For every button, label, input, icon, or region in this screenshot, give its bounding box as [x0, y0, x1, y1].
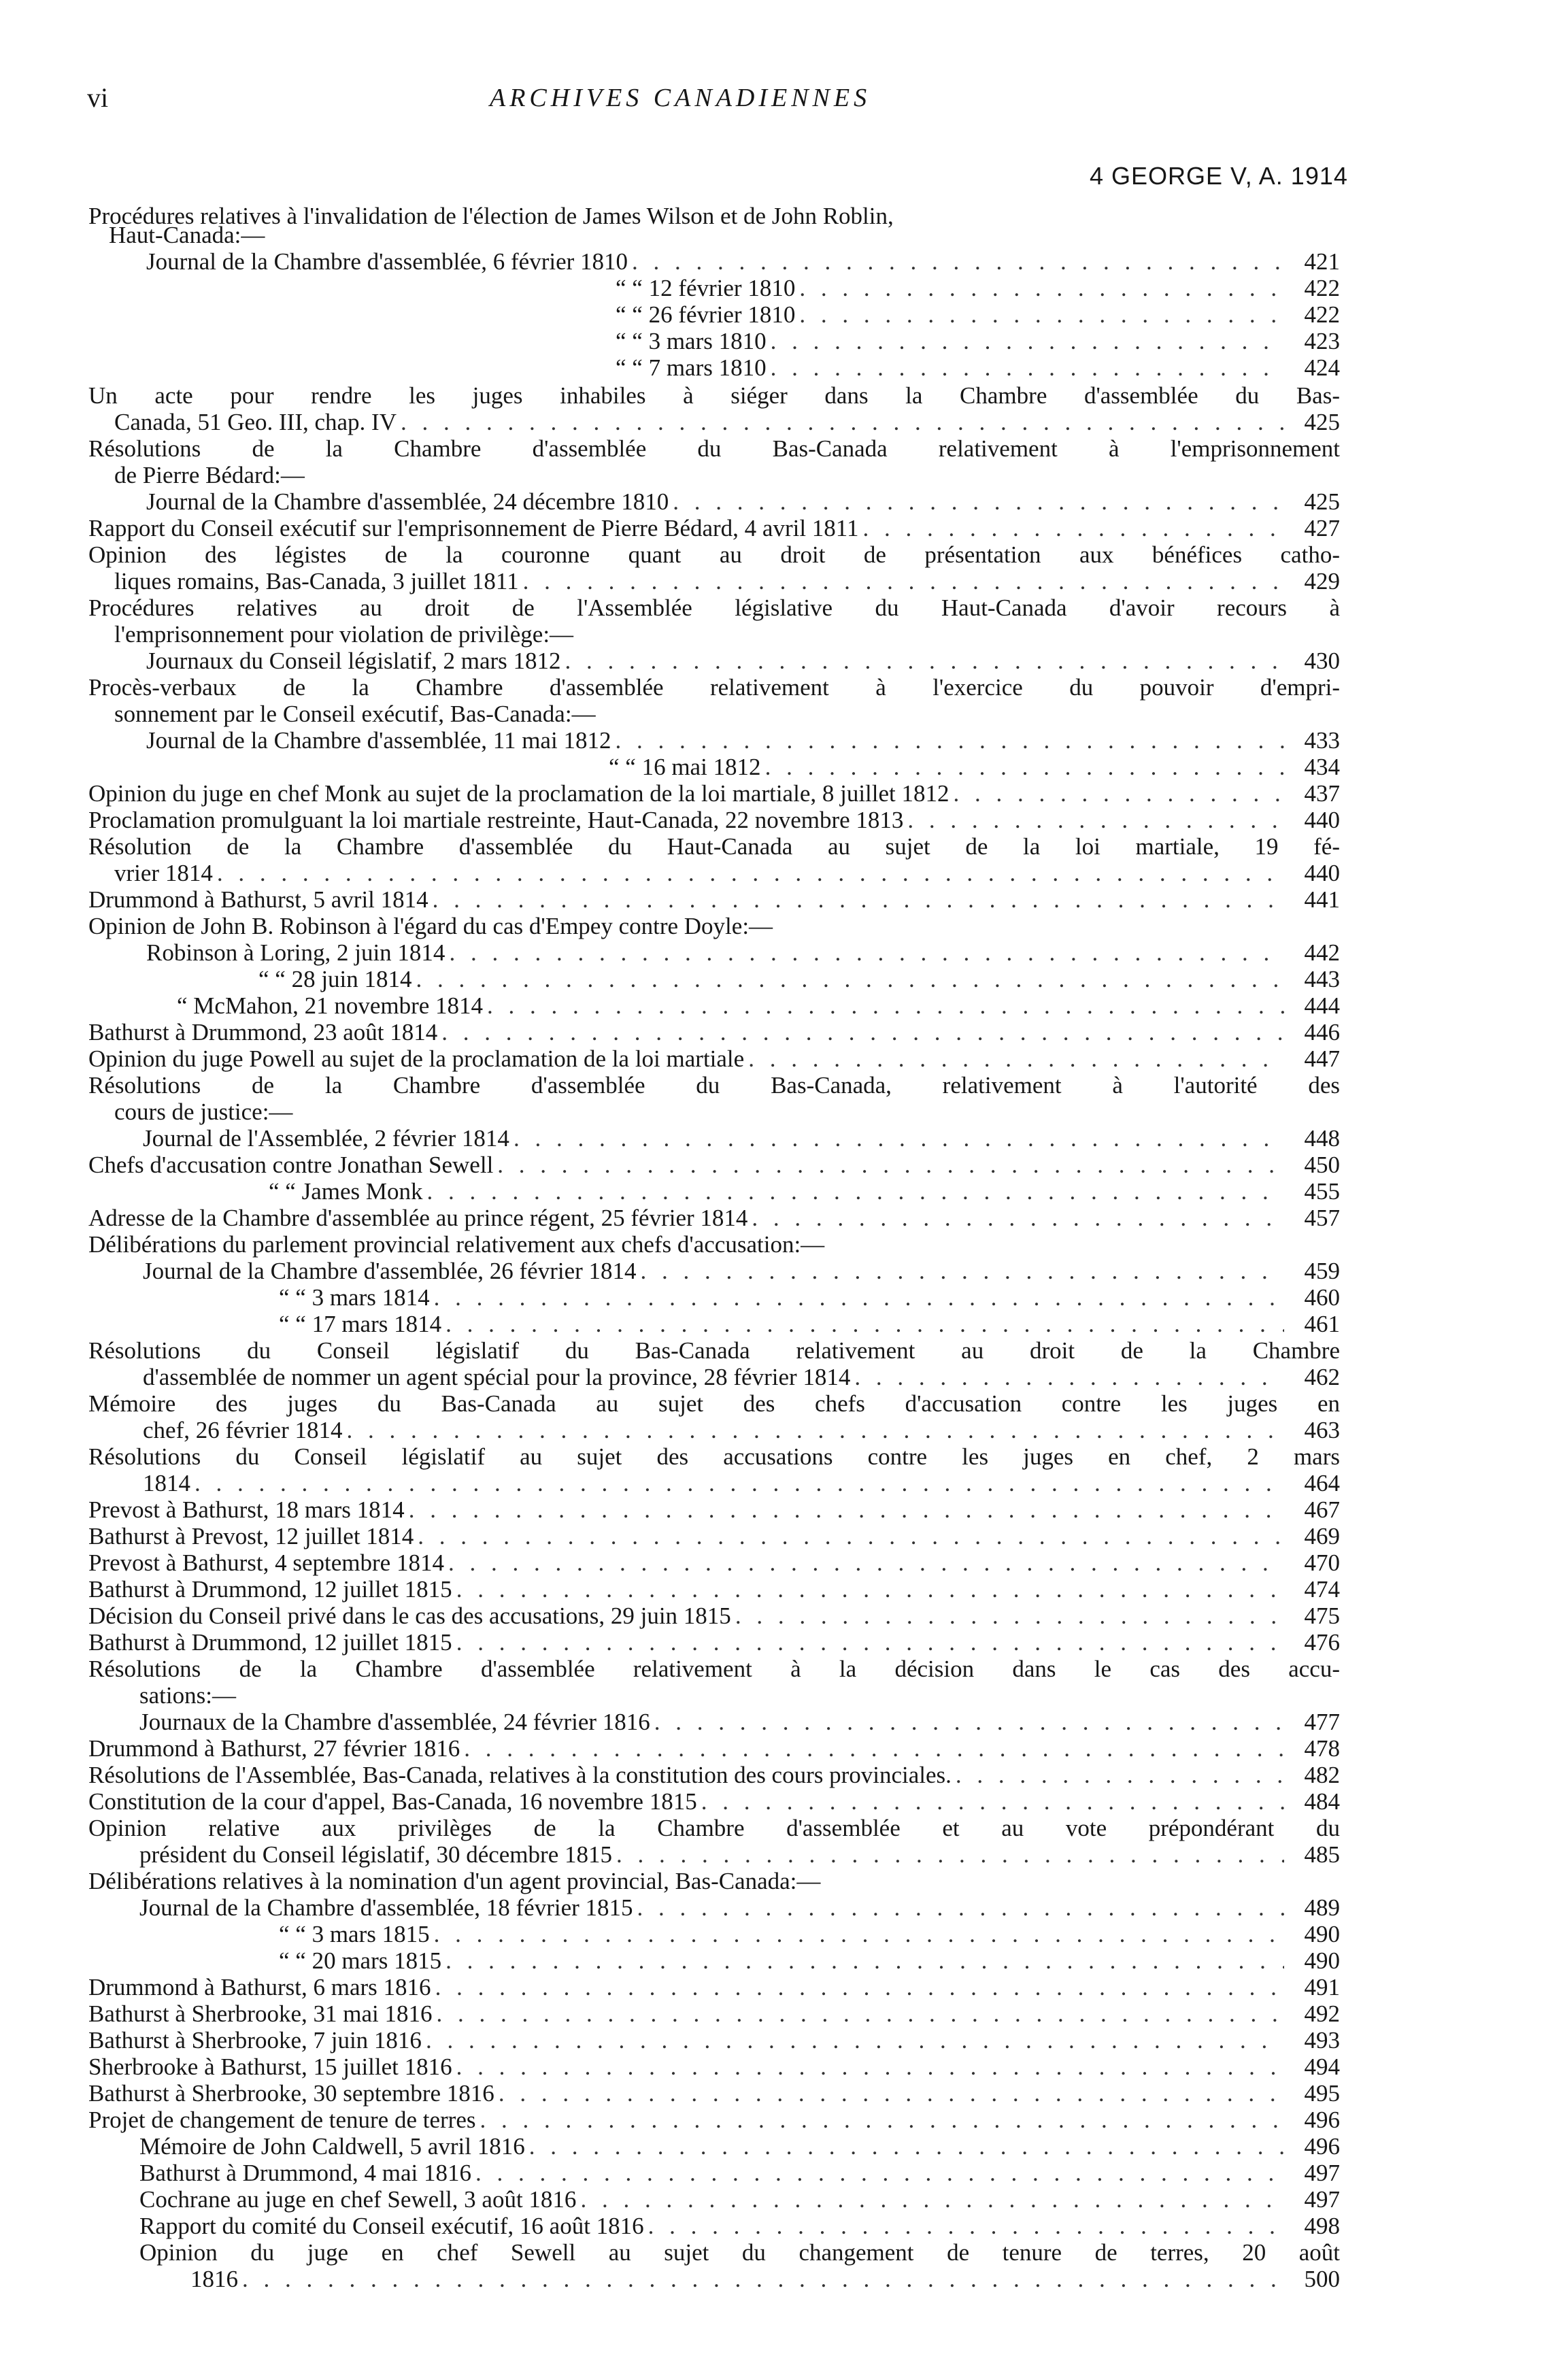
- toc-entry: [279, 1311, 1340, 1338]
- entry-title: Opinion des légistes de la couronne quant au droit de présentation aux bénéfices catho-: [88, 541, 1340, 568]
- entry-page-number: 482: [1304, 1762, 1340, 1788]
- entry-title: Résolutions du Conseil législatif du Bas-Canada relativement au droit de la Chambre: [88, 1337, 1340, 1364]
- toc-entry: [139, 2186, 1340, 2213]
- entry-page-number: 437: [1304, 780, 1340, 807]
- entry-title: Résolutions de la Chambre d'assemblée du Bas-Canada, relativement à l'autorité des: [88, 1072, 1340, 1099]
- entry-title: Drummond à Bathurst, 6 mars 1816: [88, 1974, 431, 2000]
- dot-leader: [954, 780, 1284, 807]
- toc-entry: [177, 992, 1340, 1020]
- toc-entry: [88, 1019, 1340, 1046]
- toc-entry: [146, 648, 1340, 675]
- entry-title: Bathurst à Drummond, 12 juillet 1815: [88, 1576, 452, 1603]
- dot-leader: [799, 275, 1284, 302]
- dot-leader: [701, 1788, 1284, 1815]
- entry-title: Un acte pour rendre les juges inhabiles à siéger dans la Chambre d'assemblée du Bas-: [88, 382, 1340, 409]
- entry-title: Journal de la Chambre d'assemblée, 6 février 1810: [146, 248, 628, 275]
- dot-leader: [418, 1523, 1284, 1550]
- entry-page-number: 422: [1304, 301, 1340, 328]
- toc-entry: [88, 886, 1340, 914]
- dot-leader: [416, 966, 1284, 993]
- entry-title: Résolutions du Conseil législatif au sujet des accusations contre les juges en chef, 2 mars: [88, 1443, 1340, 1470]
- dot-leader: [480, 2107, 1284, 2134]
- entry-page-number: 464: [1304, 1470, 1340, 1496]
- entry-title: l'emprisonnement pour violation de privilège:—: [114, 621, 574, 648]
- toc-entry: [88, 1205, 1340, 1232]
- entry-page-number: 462: [1304, 1364, 1340, 1390]
- toc-entry: [146, 939, 1340, 967]
- dot-leader: [475, 2160, 1284, 2187]
- entry-title: sonnement par le Conseil exécutif, Bas-Canada:—: [114, 701, 596, 727]
- entry-page-number: 494: [1304, 2054, 1340, 2080]
- dot-leader: [523, 568, 1284, 595]
- toc-entry: [88, 1629, 1340, 1656]
- entry-page-number: 467: [1304, 1496, 1340, 1523]
- entry-title: Drummond à Bathurst, 5 avril 1814: [88, 886, 428, 913]
- entry-title: “ “ 7 mars 1810: [616, 354, 767, 381]
- entry-title: Opinion du juge en chef Monk au sujet de la proclamation de la loi martiale, 8 juillet 1812: [88, 780, 949, 807]
- dot-leader: [434, 1921, 1284, 1948]
- toc-entry: [88, 1337, 1340, 1364]
- entry-title: “ “ 3 mars 1815: [279, 1921, 430, 1947]
- entry-page-number: 440: [1304, 860, 1340, 886]
- dot-leader: [771, 328, 1284, 355]
- entry-page-number: 421: [1304, 248, 1340, 275]
- entry-title: Journal de la Chambre d'assemblée, 11 mai 1812: [146, 727, 611, 754]
- toc-entry: [616, 354, 1340, 382]
- toc-entry: [88, 1603, 1340, 1630]
- toc-entry: [88, 2027, 1340, 2054]
- toc-entry: [88, 1523, 1340, 1550]
- toc-entry: [279, 1921, 1340, 1948]
- entry-title: “ “ 20 mars 1815: [279, 1947, 442, 1974]
- dot-leader: [616, 1841, 1284, 1868]
- entry-page-number: 433: [1304, 727, 1340, 754]
- entry-title: Proclamation promulguant la loi martiale restreinte, Haut-Canada, 22 novembre 1813: [88, 807, 904, 833]
- dot-leader: [615, 727, 1284, 754]
- entry-title: Journal de la Chambre d'assemblée, 18 février 1815: [139, 1894, 633, 1921]
- entry-title: Sherbrooke à Bathurst, 15 juillet 1816: [88, 2054, 452, 2080]
- toc-entry: [88, 541, 1340, 569]
- toc-entry: [114, 701, 1020, 728]
- entry-title: Journaux de la Chambre d'assemblée, 24 février 1816: [139, 1709, 650, 1735]
- toc-entry: [88, 833, 1340, 860]
- entry-title: Drummond à Bathurst, 27 février 1816: [88, 1735, 460, 1762]
- entry-title: Mémoire des juges du Bas-Canada au sujet des chefs d'accusation contre les juges en: [88, 1390, 1340, 1417]
- toc-entry: [88, 1045, 1340, 1073]
- dot-leader: [632, 248, 1284, 275]
- toc-entry: [616, 275, 1340, 302]
- toc-entry: [114, 1099, 680, 1126]
- toc-entry: [88, 594, 1340, 622]
- entry-page-number: 446: [1304, 1019, 1340, 1045]
- entry-title: “ “ 17 mars 1814: [279, 1311, 442, 1337]
- entry-page-number: 497: [1304, 2160, 1340, 2186]
- entry-title: Procédures relatives au droit de l'Assemblée législative du Haut-Canada d'avoir recours à: [88, 594, 1340, 621]
- entry-title: vrier 1814: [114, 860, 213, 886]
- entry-title: “ “ 12 février 1810: [616, 275, 796, 301]
- entry-title: Journal de la Chambre d'assemblée, 26 février 1814: [143, 1258, 637, 1284]
- toc-entry: [139, 1709, 1340, 1736]
- entry-page-number: 425: [1304, 409, 1340, 435]
- entry-page-number: 450: [1304, 1152, 1340, 1178]
- entry-title: Bathurst à Drummond, 4 mai 1816: [139, 2160, 472, 2186]
- entry-page-number: 459: [1304, 1258, 1340, 1284]
- toc-entry: [88, 1762, 1340, 1789]
- entry-page-number: 444: [1304, 992, 1340, 1019]
- entry-page-number: 474: [1304, 1576, 1340, 1603]
- entry-title: de Pierre Bédard:—: [114, 462, 305, 488]
- entry-page-number: 423: [1304, 328, 1340, 354]
- dot-leader: [514, 1125, 1284, 1152]
- entry-page-number: 440: [1304, 807, 1340, 833]
- toc-entry: [616, 328, 1340, 355]
- toc-entry: [279, 1284, 1340, 1311]
- toc-entry: [88, 2107, 1340, 2134]
- toc-entry: [88, 780, 1340, 807]
- running-title: ARCHIVES CANADIENNES: [490, 84, 871, 112]
- entry-page-number: 422: [1304, 275, 1340, 301]
- entry-title: chef, 26 février 1814: [143, 1417, 343, 1443]
- toc-entry: [616, 301, 1340, 329]
- dot-leader: [401, 409, 1284, 436]
- toc-entry: [279, 1947, 1340, 1975]
- entry-title: Journaux du Conseil législatif, 2 mars 1812: [146, 648, 561, 674]
- entry-page-number: 447: [1304, 1045, 1340, 1072]
- entry-title: Projet de changement de tenure de terres: [88, 2107, 476, 2133]
- toc-entry: [88, 1974, 1340, 2001]
- entry-title: Rapport du Conseil exécutif sur l'emprisonnement de Pierre Bédard, 4 avril 1811: [88, 515, 859, 541]
- dot-leader: [434, 1284, 1284, 1311]
- entry-title: Canada, 51 Geo. III, chap. IV: [114, 409, 397, 435]
- dot-leader: [956, 1762, 1284, 1789]
- dot-leader: [195, 1470, 1284, 1497]
- toc-entry: [88, 1815, 1340, 1842]
- toc-entry: [114, 621, 1020, 648]
- entry-title: Prevost à Bathurst, 18 mars 1814: [88, 1496, 405, 1523]
- dot-leader: [409, 1496, 1284, 1524]
- entry-page-number: 484: [1304, 1788, 1340, 1815]
- dot-leader: [654, 1709, 1284, 1736]
- toc-entry: [88, 1868, 1224, 1895]
- entry-page-number: 469: [1304, 1523, 1340, 1549]
- entry-page-number: 493: [1304, 2027, 1340, 2054]
- dot-leader: [771, 354, 1284, 382]
- toc-entry: [143, 1470, 1340, 1497]
- dot-leader: [456, 1629, 1284, 1656]
- entry-page-number: 478: [1304, 1735, 1340, 1762]
- entry-page-number: 427: [1304, 515, 1340, 541]
- entry-title: président du Conseil législatif, 30 décembre 1815: [139, 1841, 612, 1868]
- dot-leader: [456, 2054, 1284, 2081]
- entry-title: Rapport du comité du Conseil exécutif, 16 août 1816: [139, 2213, 644, 2239]
- entry-title: Robinson à Loring, 2 juin 1814: [146, 939, 446, 966]
- entry-title: Délibérations relatives à la nomination d'un agent provincial, Bas-Canada:—: [88, 1868, 821, 1894]
- toc-entry: [114, 568, 1340, 595]
- dot-leader: [854, 1364, 1284, 1391]
- entry-page-number: 475: [1304, 1603, 1340, 1629]
- entry-title: 1814: [143, 1470, 190, 1496]
- dot-leader: [487, 992, 1284, 1020]
- entry-page-number: 500: [1304, 2266, 1340, 2292]
- dot-leader: [448, 1549, 1284, 1577]
- toc-entry: [88, 2080, 1340, 2107]
- dot-leader: [436, 2000, 1284, 2028]
- entry-page-number: 424: [1304, 354, 1340, 381]
- toc-entry: [88, 1496, 1340, 1524]
- entry-title: Journal de l'Assemblée, 2 février 1814: [143, 1125, 509, 1152]
- dot-leader: [765, 754, 1284, 781]
- entry-page-number: 476: [1304, 1629, 1340, 1656]
- toc-entry: [114, 462, 680, 489]
- toc-entry: [88, 1443, 1340, 1471]
- dot-leader: [346, 1417, 1284, 1444]
- toc-entry: [88, 1152, 1340, 1179]
- page-number: vi: [87, 82, 109, 113]
- toc-entry: [114, 860, 1340, 887]
- toc-entry: [88, 435, 1340, 463]
- entry-title: Résolution de la Chambre d'assemblée du Haut-Canada au sujet de la loi martiale, 19 fé-: [88, 833, 1340, 860]
- toc-entry: [139, 2160, 1340, 2187]
- entry-title: Résolutions de la Chambre d'assemblée du Bas-Canada relativement à l'emprisonnement: [88, 435, 1340, 462]
- dot-leader: [433, 886, 1284, 914]
- toc-entry: [143, 1258, 1340, 1285]
- toc-entry: [146, 248, 1340, 275]
- entry-page-number: 496: [1304, 2133, 1340, 2160]
- toc-entry: [143, 1417, 1340, 1444]
- dot-leader: [565, 648, 1284, 675]
- toc-entry: [88, 807, 1340, 834]
- toc-entry: [88, 1735, 1340, 1762]
- dot-leader: [499, 2080, 1284, 2107]
- dot-leader: [446, 1947, 1284, 1975]
- entry-page-number: 425: [1304, 488, 1340, 515]
- dot-leader: [529, 2133, 1284, 2160]
- entry-title: “ McMahon, 21 novembre 1814: [177, 992, 484, 1019]
- toc-entry: [88, 382, 1340, 409]
- toc-entry: [88, 1549, 1340, 1577]
- entry-title: Résolutions de la Chambre d'assemblée relativement à la décision dans le cas des accu-: [88, 1656, 1340, 1682]
- toc-entry: [190, 2266, 1340, 2293]
- dot-leader: [497, 1152, 1284, 1179]
- entry-page-number: 461: [1304, 1311, 1340, 1337]
- dot-leader: [217, 860, 1284, 887]
- entry-title: Décision du Conseil privé dans le cas des accusations, 29 juin 1815: [88, 1603, 731, 1629]
- dot-leader: [641, 1258, 1284, 1285]
- toc-entry: [139, 2239, 1340, 2266]
- entry-page-number: 498: [1304, 2213, 1340, 2239]
- entry-title: “ “ 28 juin 1814: [258, 966, 412, 992]
- dot-leader: [446, 1311, 1284, 1338]
- toc-entry: [139, 2133, 1340, 2160]
- entry-page-number: 442: [1304, 939, 1340, 966]
- entry-title: Bathurst à Drummond, 12 juillet 1815: [88, 1629, 452, 1656]
- toc-entry: [258, 966, 1340, 993]
- entry-page-number: 441: [1304, 886, 1340, 913]
- entry-page-number: 448: [1304, 1125, 1340, 1152]
- entry-page-number: 485: [1304, 1841, 1340, 1868]
- dot-leader: [464, 1735, 1284, 1762]
- dot-leader: [752, 1205, 1284, 1232]
- entry-title: Bathurst à Drummond, 23 août 1814: [88, 1019, 438, 1045]
- toc-entry: [139, 1682, 816, 1709]
- toc-entry: [88, 1656, 1340, 1683]
- dot-leader: [735, 1603, 1284, 1630]
- toc-entry: [88, 1072, 1340, 1099]
- entry-page-number: 470: [1304, 1549, 1340, 1576]
- toc-entry: [146, 727, 1340, 754]
- entry-title: sations:—: [139, 1682, 236, 1709]
- dot-leader: [426, 2027, 1284, 2054]
- entry-title: Adresse de la Chambre d'assemblée au prince régent, 25 février 1814: [88, 1205, 748, 1231]
- entry-title: Mémoire de John Caldwell, 5 avril 1816: [139, 2133, 525, 2160]
- entry-page-number: 491: [1304, 1974, 1340, 2000]
- entry-page-number: 429: [1304, 568, 1340, 594]
- dot-leader: [799, 301, 1284, 329]
- dot-leader: [441, 1019, 1284, 1046]
- entry-title: Opinion relative aux privilèges de la Chambre d'assemblée et au vote prépondérant du: [88, 1815, 1340, 1841]
- toc-entry: [88, 1390, 1340, 1418]
- dot-leader: [673, 488, 1284, 516]
- entry-title: “ “ 26 février 1810: [616, 301, 796, 328]
- entry-page-number: 457: [1304, 1205, 1340, 1231]
- entry-page-number: 477: [1304, 1709, 1340, 1735]
- entry-title: Opinion de John B. Robinson à l'égard du cas d'Empey contre Doyle:—: [88, 913, 773, 939]
- entry-page-number: 443: [1304, 966, 1340, 992]
- entry-page-number: 495: [1304, 2080, 1340, 2107]
- toc-entry: [146, 488, 1340, 516]
- entry-title: “ “ 3 mars 1814: [279, 1284, 430, 1311]
- entry-title: Chefs d'accusation contre Jonathan Sewell: [88, 1152, 494, 1178]
- entry-page-number: 497: [1304, 2186, 1340, 2213]
- entry-page-number: 490: [1304, 1947, 1340, 1974]
- entry-title: Bathurst à Sherbrooke, 30 septembre 1816: [88, 2080, 494, 2107]
- entry-title: cours de justice:—: [114, 1099, 293, 1125]
- toc-entry: [139, 1841, 1340, 1868]
- dot-leader: [580, 2186, 1284, 2213]
- dot-leader: [863, 515, 1284, 542]
- toc-entry: [609, 754, 1340, 781]
- entry-page-number: 455: [1304, 1178, 1340, 1205]
- entry-title: Prevost à Bathurst, 4 septembre 1814: [88, 1549, 444, 1576]
- entry-title: Bathurst à Sherbrooke, 7 juin 1816: [88, 2027, 422, 2054]
- toc-entry: [143, 1125, 1340, 1152]
- entry-page-number: 492: [1304, 2000, 1340, 2027]
- toc-entry: [88, 2054, 1340, 2081]
- entry-title: Délibérations du parlement provincial relativement aux chefs d'accusation:—: [88, 1231, 825, 1258]
- entry-title: Opinion du juge Powell au sujet de la proclamation de la loi martiale: [88, 1045, 745, 1072]
- toc-entry: [88, 1576, 1340, 1603]
- toc-entry: [88, 515, 1340, 542]
- entry-title: “ “ James Monk: [269, 1178, 423, 1205]
- entry-title: Cochrane au juge en chef Sewell, 3 août 1816: [139, 2186, 577, 2213]
- entry-page-number: 434: [1304, 754, 1340, 780]
- entry-page-number: 489: [1304, 1894, 1340, 1921]
- entry-page-number: 460: [1304, 1284, 1340, 1311]
- toc-entry: [88, 674, 1340, 701]
- entry-title: “ “ 3 mars 1810: [616, 328, 767, 354]
- toc-entry: [88, 913, 1156, 940]
- toc-entry: [88, 1231, 1224, 1258]
- entry-title: Haut-Canada:—: [109, 222, 265, 248]
- toc-entry: [139, 1894, 1340, 1922]
- dot-leader: [426, 1178, 1284, 1205]
- entry-page-number: 430: [1304, 648, 1340, 674]
- toc-entry: [109, 222, 952, 249]
- dot-leader: [435, 1974, 1284, 2001]
- dot-leader: [907, 807, 1284, 834]
- dot-leader: [456, 1576, 1284, 1603]
- entry-title: Procès-verbaux de la Chambre d'assemblée relativement à l'exercice du pouvoir d'empri-: [88, 674, 1340, 701]
- session-heading: 4 GEORGE V, A. 1914: [1090, 162, 1348, 190]
- entry-title: “ “ 16 mai 1812: [609, 754, 761, 780]
- entry-title: Journal de la Chambre d'assemblée, 24 décembre 1810: [146, 488, 669, 515]
- entry-page-number: 496: [1304, 2107, 1340, 2133]
- dot-leader: [648, 2213, 1284, 2240]
- entry-title: 1816: [190, 2266, 238, 2292]
- dot-leader: [242, 2266, 1284, 2293]
- toc-entry: [269, 1178, 1340, 1205]
- entry-title: Procédures relatives à l'invalidation de l'élection de James Wilson et de John Roblin,: [88, 203, 894, 229]
- entry-title: Constitution de la cour d'appel, Bas-Canada, 16 novembre 1815: [88, 1788, 697, 1815]
- toc-entry: [88, 1788, 1340, 1815]
- entry-page-number: 463: [1304, 1417, 1340, 1443]
- entry-title: d'assemblée de nommer un agent spécial pour la province, 28 février 1814: [143, 1364, 851, 1390]
- toc-entry: [143, 1364, 1340, 1391]
- entry-title: Bathurst à Sherbrooke, 31 mai 1816: [88, 2000, 433, 2027]
- dot-leader: [449, 939, 1284, 967]
- toc-entry: [88, 2000, 1340, 2028]
- entry-title: liques romains, Bas-Canada, 3 juillet 1811: [114, 568, 519, 594]
- toc-entry: [139, 2213, 1340, 2240]
- toc-entry: [114, 409, 1340, 436]
- entry-title: Résolutions de l'Assemblée, Bas-Canada, relatives à la constitution des cours provinciales.: [88, 1762, 952, 1788]
- entry-title: Opinion du juge en chef Sewell au sujet du changement de tenure de terres, 20 août: [139, 2239, 1340, 2266]
- dot-leader: [637, 1894, 1284, 1922]
- entry-title: Bathurst à Prevost, 12 juillet 1814: [88, 1523, 414, 1549]
- entry-page-number: 490: [1304, 1921, 1340, 1947]
- dot-leader: [748, 1045, 1284, 1073]
